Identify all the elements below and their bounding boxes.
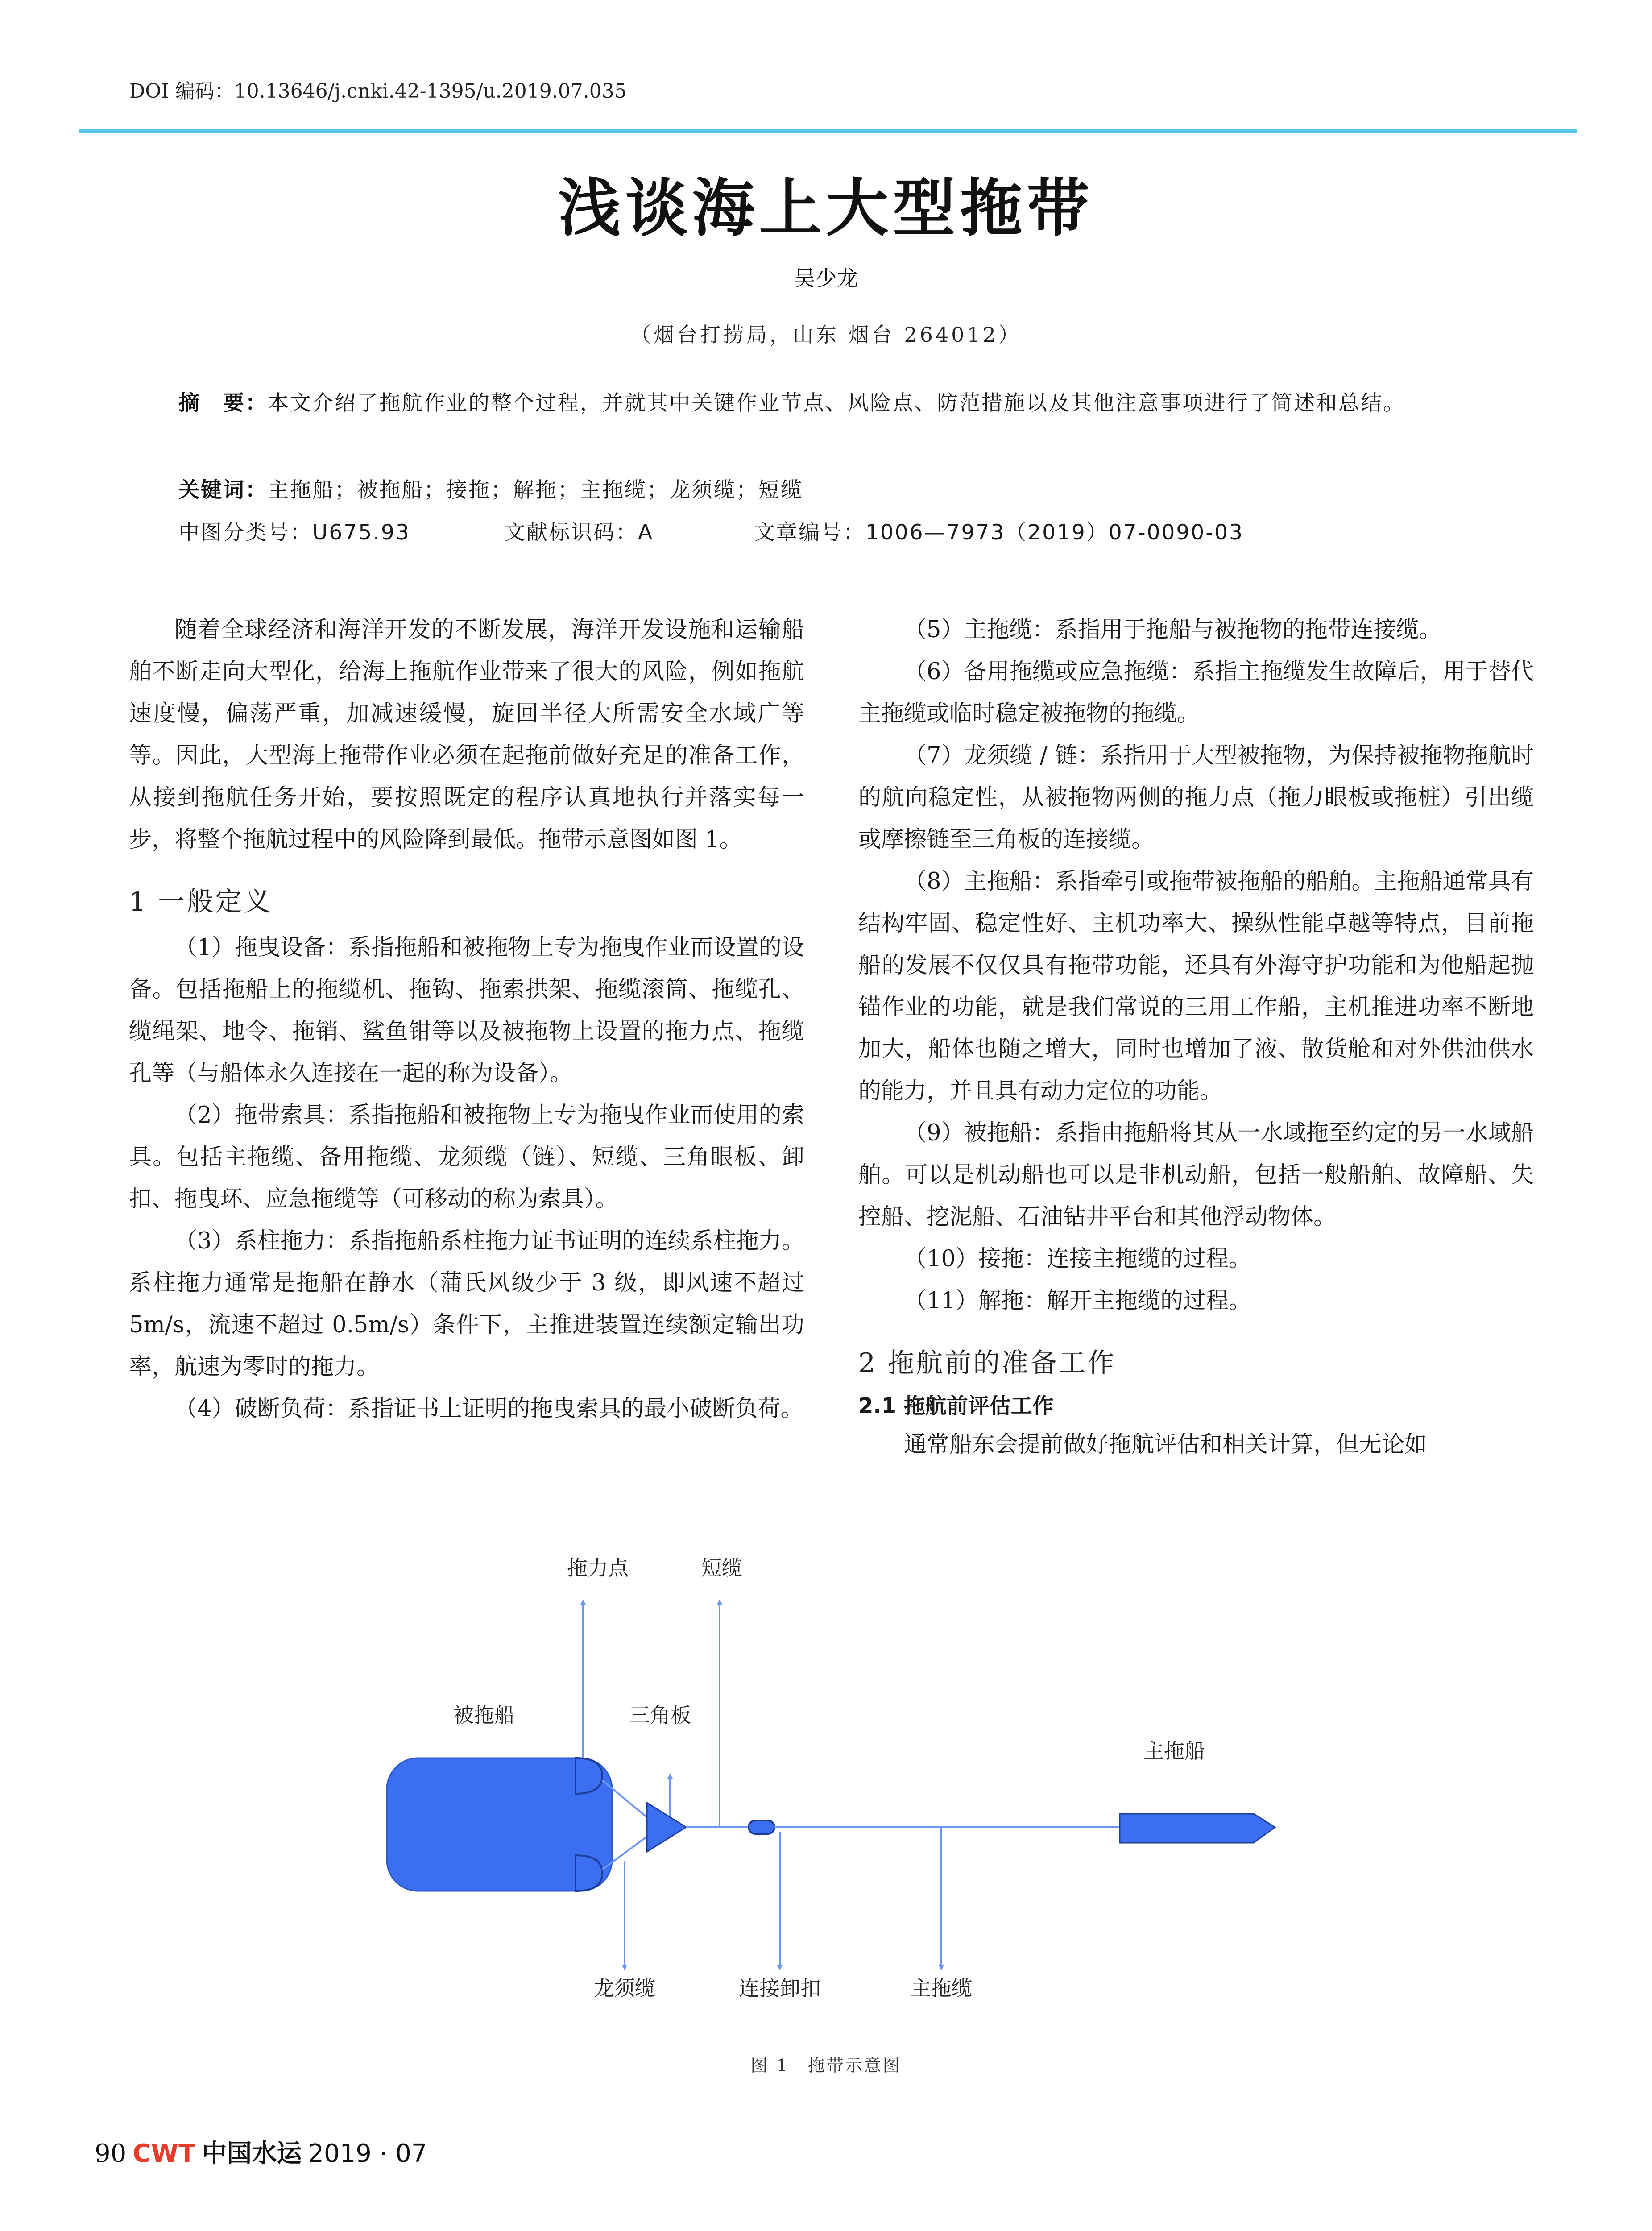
- keywords-text: 主拖船；被拖船；接拖；解拖；主拖缆；龙须缆；短缆: [268, 478, 803, 502]
- towing-diagram: [357, 1548, 1294, 2039]
- definition-11: （11）解拖：解开主拖缆的过程。: [904, 1288, 1251, 1314]
- label-main-towline: 主拖缆: [911, 1976, 972, 2000]
- keywords-label: 关键词：: [178, 478, 268, 502]
- label-bridle: 龙须缆: [594, 1976, 655, 2000]
- right-column: [858, 609, 1534, 1466]
- label-main-tug: 主拖船: [1143, 1739, 1205, 1763]
- label-towed-vessel: 被拖船: [453, 1703, 515, 1727]
- journal-brand: CWT: [132, 2139, 196, 2168]
- shackle-shape: [749, 1820, 774, 1834]
- doi-line: DOI 编码：10.13646/j.cnki.42-1395/u.2019.07.035: [129, 80, 627, 103]
- label-tow-point: 拖力点: [567, 1556, 629, 1580]
- definition-3: （3）系柱拖力：系指拖船系柱拖力证书证明的连续系柱拖力。系柱拖力通常是拖船在静水（蒲氏风级少于 3 级，即风速不超过 5m/s，流速不超过 0.5m/s）条件下，主推进装置连续额定输出功率，航速为零时的拖力。: [129, 1228, 804, 1380]
- main-tug-shape: [1120, 1814, 1275, 1843]
- page-footer: [95, 2134, 427, 2169]
- author-name: 吴少龙: [794, 266, 858, 291]
- definition-2: （2）拖带索具：系指拖船和被拖物上专为拖曳作业而使用的索具。包括主拖缆、备用拖缆、龙须缆（链）、短缆、三角眼板、卸扣、拖曳环、应急拖缆等（可移动的称为索具）。: [129, 1102, 804, 1212]
- definition-10: （10）接拖：连接主拖缆的过程。: [904, 1246, 1251, 1272]
- affiliation: （烟台打捞局，山东 烟台 264012）: [630, 323, 1022, 347]
- definition-9: （9）被拖船：系指由拖船将其从一水域拖至约定的另一水域船舶。可以是机动船也可以是非机动船，包括一般船舶、故障船、失控船、挖泥船、石油钻井平台和其他浮动物体。: [858, 1120, 1534, 1230]
- abstract-label: 摘 要：: [178, 391, 268, 415]
- intro-paragraph: 随着全球经济和海洋开发的不断发展，海洋开发设施和运输船舶不断走向大型化，给海上拖航作业带来了很大的风险，例如拖航速度慢，偏荡严重，加减速缓慢，旋回半径大所需安全水域广等等。因此，大型海上拖带作业必须在起拖前做好充足的准备工作，从接到拖航任务开始，要按照既定的程序认真地执行并落实每一步，将整个拖航过程中的风险降到最低。拖带示意图如图 1。: [129, 617, 804, 853]
- page-number: 90: [95, 2139, 127, 2168]
- figure-caption: 图 1 拖带示意图: [750, 2056, 902, 2075]
- clc-number: 中图分类号：U675.93: [178, 520, 410, 545]
- abstract-text: 本文介绍了拖航作业的整个过程，并就其中关键作业节点、风险点、防范措施以及其他注意事项进行了简述和总结。: [268, 391, 1405, 415]
- article-number: 文章编号：1006—7973（2019）07-0090-03: [754, 520, 1244, 545]
- triangle-plate-shape: [647, 1803, 686, 1852]
- journal-name: 中国水运: [202, 2139, 302, 2168]
- left-column: [129, 609, 804, 1430]
- section-2-1-heading: 2.1 拖航前评估工作: [858, 1393, 1054, 1418]
- section-2-heading: 2 拖航前的准备工作: [858, 1348, 1116, 1379]
- definition-8: （8）主拖船：系指牵引或拖带被拖船的船舶。主拖船通常具有结构牢固、稳定性好、主机功率大、操纵性能卓越等特点，目前拖船的发展不仅仅具有拖带功能，还具有外海守护功能和为他船起抛锚作业的功能，就是我们常说的三用工作船，主机推进功率不断地加大，船体也随之增大，同时也增加了液、散货舱和对外供油供水的能力，并且具有动力定位的功能。: [858, 868, 1534, 1104]
- label-short-line: 短缆: [701, 1556, 742, 1580]
- header-rule: [79, 129, 1577, 133]
- definition-7: （7）龙须缆 / 链：系指用于大型被拖物，为保持被拖物拖航时的航向稳定性，从被拖物两侧的拖力点（拖力眼板或拖桩）引出缆或摩擦链至三角板的连接缆。: [858, 742, 1534, 853]
- label-triangle-plate: 三角板: [629, 1703, 691, 1727]
- section-1-heading: 1 一般定义: [129, 886, 273, 917]
- abstract: [178, 384, 1477, 423]
- label-shackle: 连接卸扣: [739, 1976, 821, 2000]
- definition-1: （1）拖曳设备：系指拖船和被拖物上专为拖曳作业而设置的设备。包括拖船上的拖缆机、拖钩、拖索拱架、拖缆滚筒、拖缆孔、缆绳架、地令、拖销、鲨鱼钳等以及被拖物上设置的拖力点、拖缆孔等（与船体永久连接在一起的称为设备）。: [129, 934, 804, 1086]
- keywords: [178, 471, 1477, 510]
- issue-date: 2019 · 07: [308, 2139, 427, 2168]
- classification-row: [178, 513, 1477, 552]
- definition-5: （5）主拖缆：系指用于拖船与被拖物的拖带连接缆。: [904, 617, 1442, 643]
- definition-4: （4）破断负荷：系指证书上证明的拖曳索具的最小破断负荷。: [174, 1396, 803, 1422]
- definition-6: （6）备用拖缆或应急拖缆：系指主拖缆发生故障后，用于替代主拖缆或临时稳定被拖物的拖缆。: [858, 659, 1534, 727]
- section-2-1-paragraph: 通常船东会提前做好拖航评估和相关计算，但无论如: [904, 1431, 1428, 1458]
- document-code: 文献标识码：A: [504, 520, 654, 545]
- article-title: 浅谈海上大型拖带: [558, 172, 1094, 245]
